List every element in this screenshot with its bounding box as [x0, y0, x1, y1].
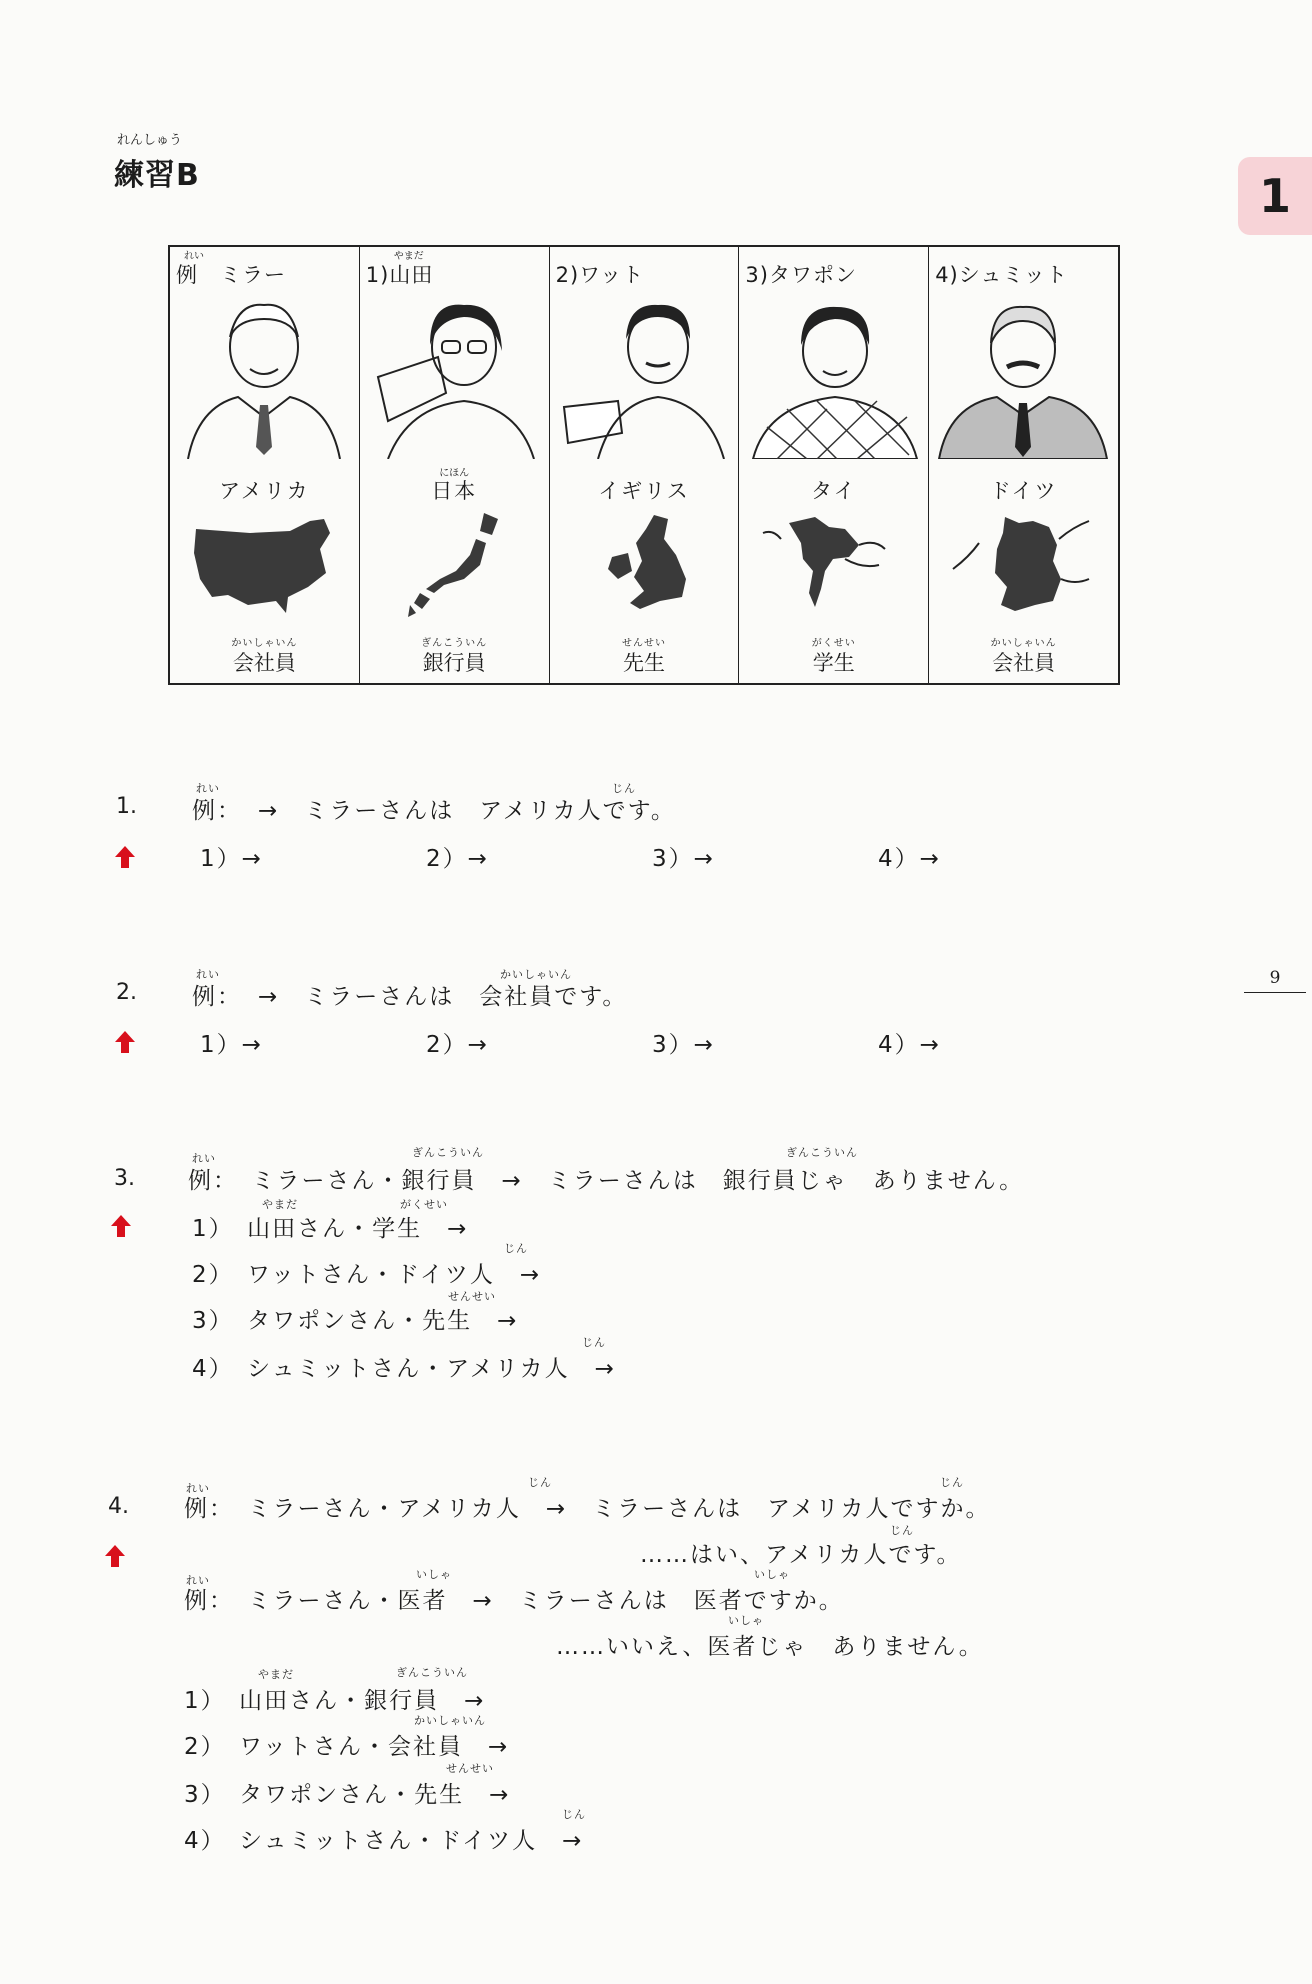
- item-ruby: がくせい: [400, 1198, 448, 1211]
- example-ruby: れい: [196, 968, 220, 981]
- exercise-item: 1） 山田さん・銀行員 →: [184, 1688, 486, 1714]
- example-sentence: 例： ミラーさん・銀行員 → ミラーさんは 銀行員じゃ ありません。: [188, 1168, 1025, 1194]
- job-label: 銀行員: [422, 651, 486, 675]
- example-sentence: 例： ミラーさん・医者 → ミラーさんは 医者ですか。: [184, 1588, 844, 1614]
- example-ruby: れい: [196, 782, 220, 795]
- example-ruby: れい: [186, 1574, 210, 1587]
- item-ruby: やまだ: [258, 1668, 294, 1681]
- job-ruby: かいしゃいん: [990, 638, 1057, 649]
- exercise-item: 4） シュミットさん・アメリカ人 →: [192, 1356, 616, 1382]
- job-ruby: せんせい: [621, 638, 666, 649]
- japan-map-icon: [380, 509, 528, 619]
- country-label: 日本: [431, 479, 478, 503]
- page-title-ruby: れんしゅう: [117, 133, 183, 148]
- example-label: 例：: [192, 984, 242, 1010]
- usa-map-icon: [190, 509, 338, 619]
- card-tawapon: [739, 247, 929, 683]
- example-prompt-ruby: じん: [612, 782, 636, 795]
- up-arrow-icon[interactable]: [114, 845, 136, 869]
- exercise-item: 3） タワポンさん・先生 →: [192, 1308, 519, 1334]
- job-label: 先生: [622, 651, 665, 675]
- exercise-item: 3）→: [652, 1032, 715, 1058]
- card-grid: [168, 245, 1120, 685]
- card-watt: [550, 247, 740, 683]
- example-answer: ……はい、アメリカ人です。: [640, 1542, 962, 1568]
- exercise-number: 4.: [108, 1494, 129, 1519]
- card-schmidt: [929, 247, 1118, 683]
- country-label: アメリカ: [219, 479, 310, 503]
- card-example-miller: [170, 247, 360, 683]
- woman-with-fan-portrait-icon: [368, 297, 540, 459]
- example-answer-ruby: じん: [890, 1524, 914, 1537]
- example-ruby: ぎんこういん: [412, 1146, 484, 1159]
- item-ruby: やまだ: [262, 1198, 298, 1211]
- job-ruby: かいしゃいん: [231, 638, 298, 649]
- item-ruby: ぎんこういん: [396, 1666, 468, 1679]
- card-yamada: [360, 247, 550, 683]
- example-ruby: れい: [192, 1152, 216, 1165]
- exercise-item: 1） 山田さん・学生 →: [192, 1216, 469, 1242]
- item-ruby: じん: [562, 1808, 586, 1821]
- exercise-number: 2.: [116, 980, 137, 1005]
- exercise-item: 2）→: [426, 846, 489, 872]
- country-label: イギリス: [598, 479, 690, 503]
- country-ruby: にほん: [439, 468, 470, 479]
- card-name: 1)山田: [365, 263, 434, 287]
- exercise-item: 4）→: [878, 1032, 941, 1058]
- example-ruby: いしゃ: [754, 1568, 790, 1581]
- exercise-item: 2）→: [426, 1032, 489, 1058]
- example-ruby: ぎんこういん: [786, 1146, 858, 1159]
- exercise-item: 4）→: [878, 846, 941, 872]
- job-label: 会社員: [232, 651, 296, 675]
- exercise-item: 3）→: [652, 846, 715, 872]
- up-arrow-icon[interactable]: [104, 1544, 126, 1568]
- item-ruby: せんせい: [446, 1762, 494, 1775]
- example-ruby: れい: [186, 1482, 210, 1495]
- example-answer: ……いいえ、医者じゃ ありません。: [556, 1634, 984, 1660]
- exercise-item: 2） ワットさん・ドイツ人 →: [192, 1262, 542, 1288]
- page-number: 9: [1269, 968, 1281, 988]
- example-prompt: → ミラーさんは アメリカ人です。: [258, 798, 676, 824]
- young-man-portrait-icon: [747, 297, 919, 459]
- example-ruby: いしゃ: [416, 1568, 452, 1581]
- exercise-item: 2） ワットさん・会社員 →: [184, 1734, 510, 1760]
- example-ruby: じん: [940, 1476, 964, 1489]
- older-man-portrait-icon: [937, 297, 1109, 459]
- example-ruby: じん: [528, 1476, 552, 1489]
- page-number-rule: [1244, 992, 1306, 993]
- man-with-book-portrait-icon: [558, 297, 730, 459]
- exercise-item: 1）→: [200, 1032, 263, 1058]
- example-answer-ruby: いしゃ: [728, 1614, 764, 1627]
- item-ruby: じん: [504, 1242, 528, 1255]
- uk-map-icon: [570, 509, 718, 619]
- card-name: 例 ミラー: [176, 263, 286, 287]
- exercise-item: 1）→: [200, 846, 263, 872]
- item-ruby: せんせい: [448, 1290, 496, 1303]
- job-label: 会社員: [992, 651, 1056, 675]
- thailand-map-icon: [759, 509, 907, 619]
- job-ruby: がくせい: [811, 638, 856, 649]
- item-ruby: じん: [582, 1336, 606, 1349]
- country-label: ドイツ: [989, 479, 1058, 503]
- country-label: タイ: [810, 479, 857, 503]
- card-name-ruby: れい: [184, 251, 204, 262]
- job-label: 学生: [812, 651, 855, 675]
- germany-map-icon: [949, 509, 1097, 619]
- page-title: 練習B: [114, 158, 200, 193]
- card-name: 3)タワポン: [745, 263, 857, 287]
- example-prompt: → ミラーさんは 会社員です。: [258, 984, 628, 1010]
- exercise-item: 4） シュミットさん・ドイツ人 →: [184, 1828, 584, 1854]
- card-name-ruby: やまだ: [393, 251, 424, 262]
- job-ruby: ぎんこういん: [421, 638, 488, 649]
- up-arrow-icon[interactable]: [114, 1030, 136, 1054]
- exercise-item: 3） タワポンさん・先生 →: [184, 1782, 511, 1808]
- up-arrow-icon[interactable]: [110, 1214, 132, 1238]
- exercise-number: 1.: [116, 794, 137, 819]
- man-suit-portrait-icon: [178, 297, 350, 459]
- card-name: 2)ワット: [555, 263, 645, 287]
- example-prompt-ruby: かいしゃいん: [500, 968, 572, 981]
- item-ruby: かいしゃいん: [414, 1714, 486, 1727]
- exercise-number: 3.: [114, 1166, 135, 1191]
- example-label: 例：: [192, 798, 242, 824]
- example-sentence: 例： ミラーさん・アメリカ人 → ミラーさんは アメリカ人ですか。: [184, 1496, 991, 1522]
- card-name: 4)シュミット: [935, 263, 1068, 287]
- chapter-tab[interactable]: 1: [1238, 157, 1312, 235]
